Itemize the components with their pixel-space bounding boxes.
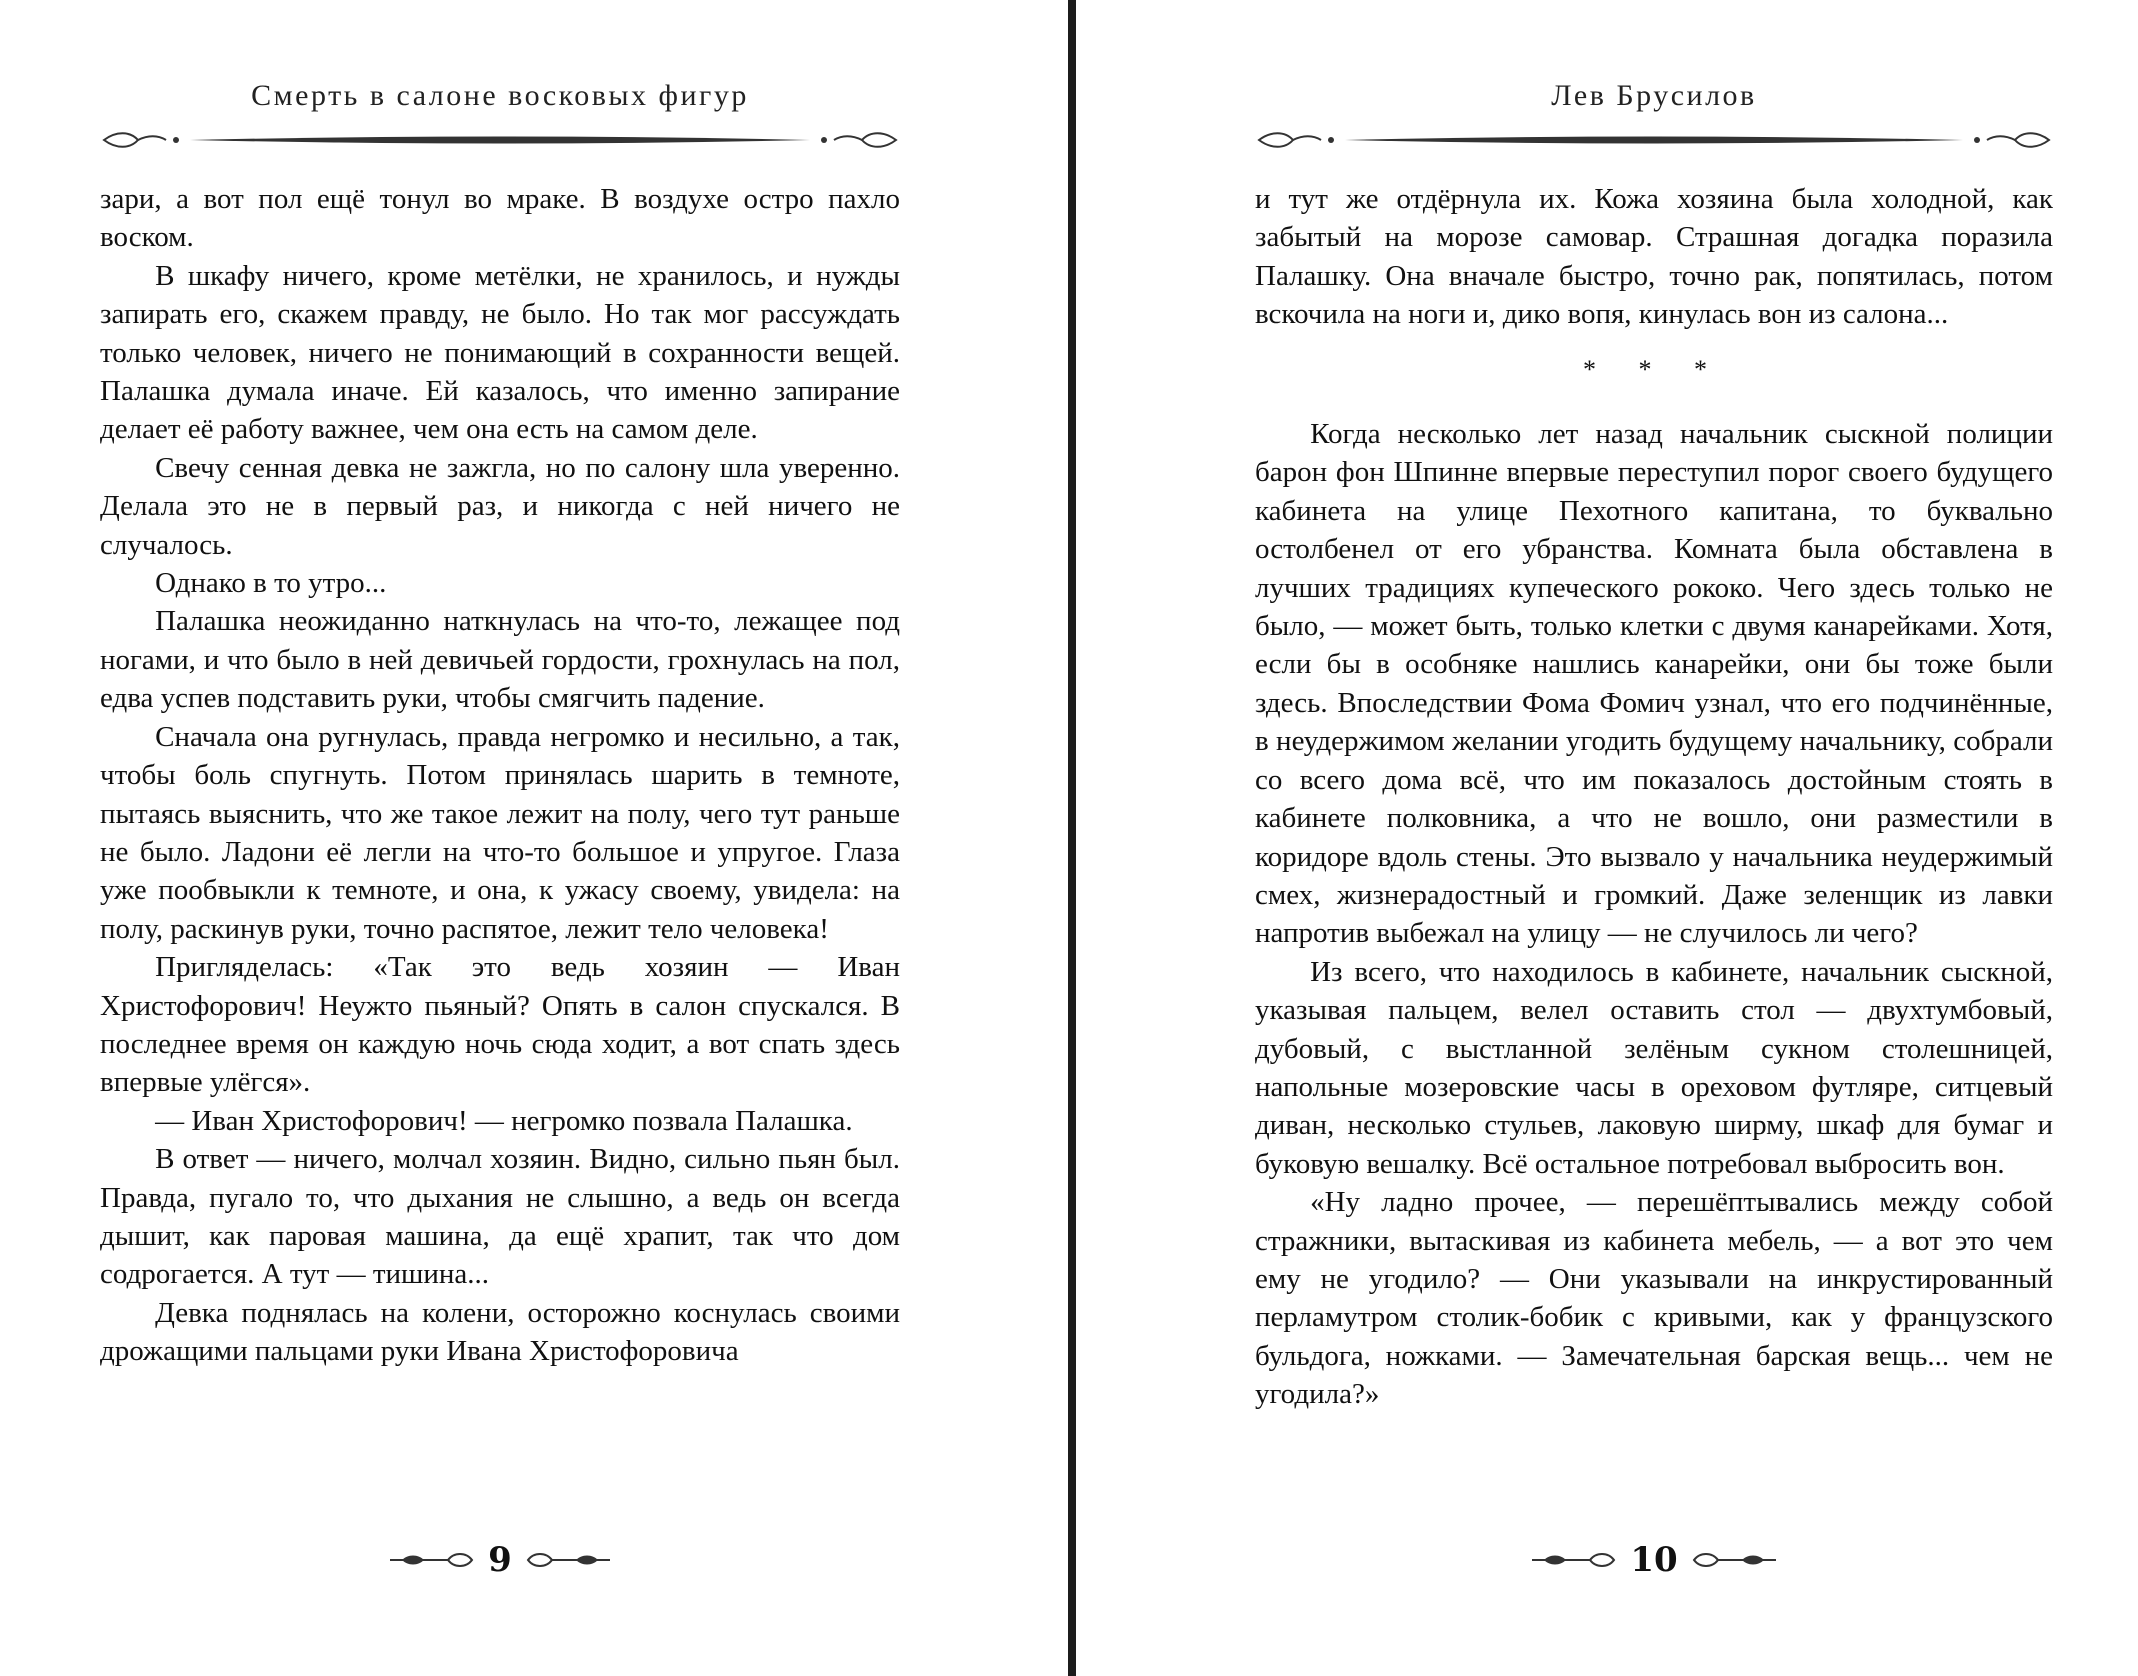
paragraph: Однако в то утро... [155,567,387,600]
paragraph: «Ну ладно прочее, — перешёптывались между собой стражники, вытаскивая из кабинета мебель, — а вот это чем ему не угодило? — Они указывали на инкрустированный перламутром столик-бобик с кривыми, как у французского бульдога, ножками. — Замечательная барская вещь... чем не угодила?» [1255,1186,2053,1411]
paragraph: Сначала она ругнулась, правда негромко и несильно, а так, чтобы боль спугнуть. Потом принялась шарить в темноте, пытаясь выяснить, что же такое лежит на полу, чего тут раньше не было. Ладони её легли на что-то большое и упругое. Глаза уже пообвыкли к темноте, и она, к ужасу своему, увидела: на полу, раскинув руки, точно распятое, лежит тело человека! [100,720,900,945]
right-page-text [1255,180,2053,1414]
folio-flourish-left-icon [388,1549,474,1571]
paragraph: Палашка неожиданно наткнулась на что-то, лежащее под ногами, и что было в ней девичьей гордости, грохнулась на пол, едва успев подставить руки, чтобы смягчить падение. [100,605,900,715]
paragraph: Свечу сенная девка не зажгла, но по салону шла уверенно. Делала это не в первый раз, и никогда с ней ничего не случалось. [100,451,900,561]
spread-gutter [1068,0,1076,1676]
folio-right [1255,1535,2053,1585]
folio-flourish-right-icon [1692,1549,1778,1571]
paragraph: Девка поднялась на колени, осторожно коснулась своими дрожащими пальцами руки Ивана Христофоровича [100,1296,900,1368]
paragraph: зари, а вот пол ещё тонул во мраке. В воздухе остро пахло воском. [100,183,900,254]
page-number: 9 [488,1540,512,1580]
paragraph: Пригляделась: «Так это ведь хозяин — Иван Христофорович! Неужто пьяный? Опять в салон спускался. В последнее время он каждую ночь сюда ходит, а вот спать здесь впервые улёгся». [100,951,900,1099]
paragraph: В шкафу ничего, кроме метёлки, не хранилось, и нужды запирать его, скажем правду, не было. Но так мог рассуждать только человек, ничего не понимающий в сохранности вещей. Палашка думала иначе. Ей казалось, что именно запирание делает её работу важнее, чем она есть на самом деле. [100,259,900,446]
folio-left [100,1535,900,1585]
folio-flourish-left-icon [1530,1549,1616,1571]
running-head-left: Смерть в салоне восковых фигур [251,79,749,112]
paragraph: — Иван Христофорович! — негромко позвала Палашка. [155,1104,853,1137]
header-flourish-rule [100,127,900,153]
page-number: 10 [1630,1540,1678,1580]
running-head-right: Лев Брусилов [1551,79,1757,112]
paragraph: В ответ — ничего, молчал хозяин. Видно, сильно пьян был. Правда, пугало то, что дыхания не слышно, а ведь он всегда дышит, как паровая машина, да ещё храпит, так что дом содрогается. А тут — тишина... [100,1143,900,1291]
paragraph: и тут же отдёрнула их. Кожа хозяина была холодной, как забытый на морозе самовар. Страшная догадка поразила Палашку. Она вначале быстро, точно рак, попятилась, потом вскочила на ноги и, дико вопя, кинулась вон из салона... [1255,183,2053,331]
left-page-text [100,180,900,1371]
right-page [1255,0,2053,1676]
left-page [100,0,900,1676]
section-break: * * * [1583,354,1725,384]
header-flourish-rule [1255,127,2053,153]
folio-flourish-right-icon [526,1549,612,1571]
paragraph: Из всего, что находилось в кабинете, начальник сыскной, указывая пальцем, велел оставить стол — двухтумбовый, дубовый, с выстланной зелёным сукном столешницей, напольные мозеровские часы в ореховом футляре, ситцевый диван, несколько стульев, лаковую ширму, шкаф для бумаг и буковую вешалку. Всё остальное потребовал выбросить вон. [1255,955,2053,1180]
paragraph: Когда несколько лет назад начальник сыскной полиции барон фон Шпинне впервые переступил порог своего будущего кабинета на улице Пехотного капитана, то буквально остолбенел от его убранства. Комната была обставлена в лучших традициях купеческого рококо. Чего здесь только не было, — может быть, только клетки с двумя канарейками. Хотя, если бы в особняке нашлись канарейки, они бы тоже были здесь. Впоследствии Фома Фомич узнал, что его подчинённые, в неудержимом желании угодить будущему начальнику, собрали со всего дома всё, что им показалось достойным стоять в кабинете полковника, а что не вошло, они разместили в коридоре вдоль стены. Это вызвало у начальника неудержимый смех, жизнерадостный и громкий. Даже зеленщик из лавки напротив выбежал на улицу — не случилось ли чего? [1255,418,2053,950]
